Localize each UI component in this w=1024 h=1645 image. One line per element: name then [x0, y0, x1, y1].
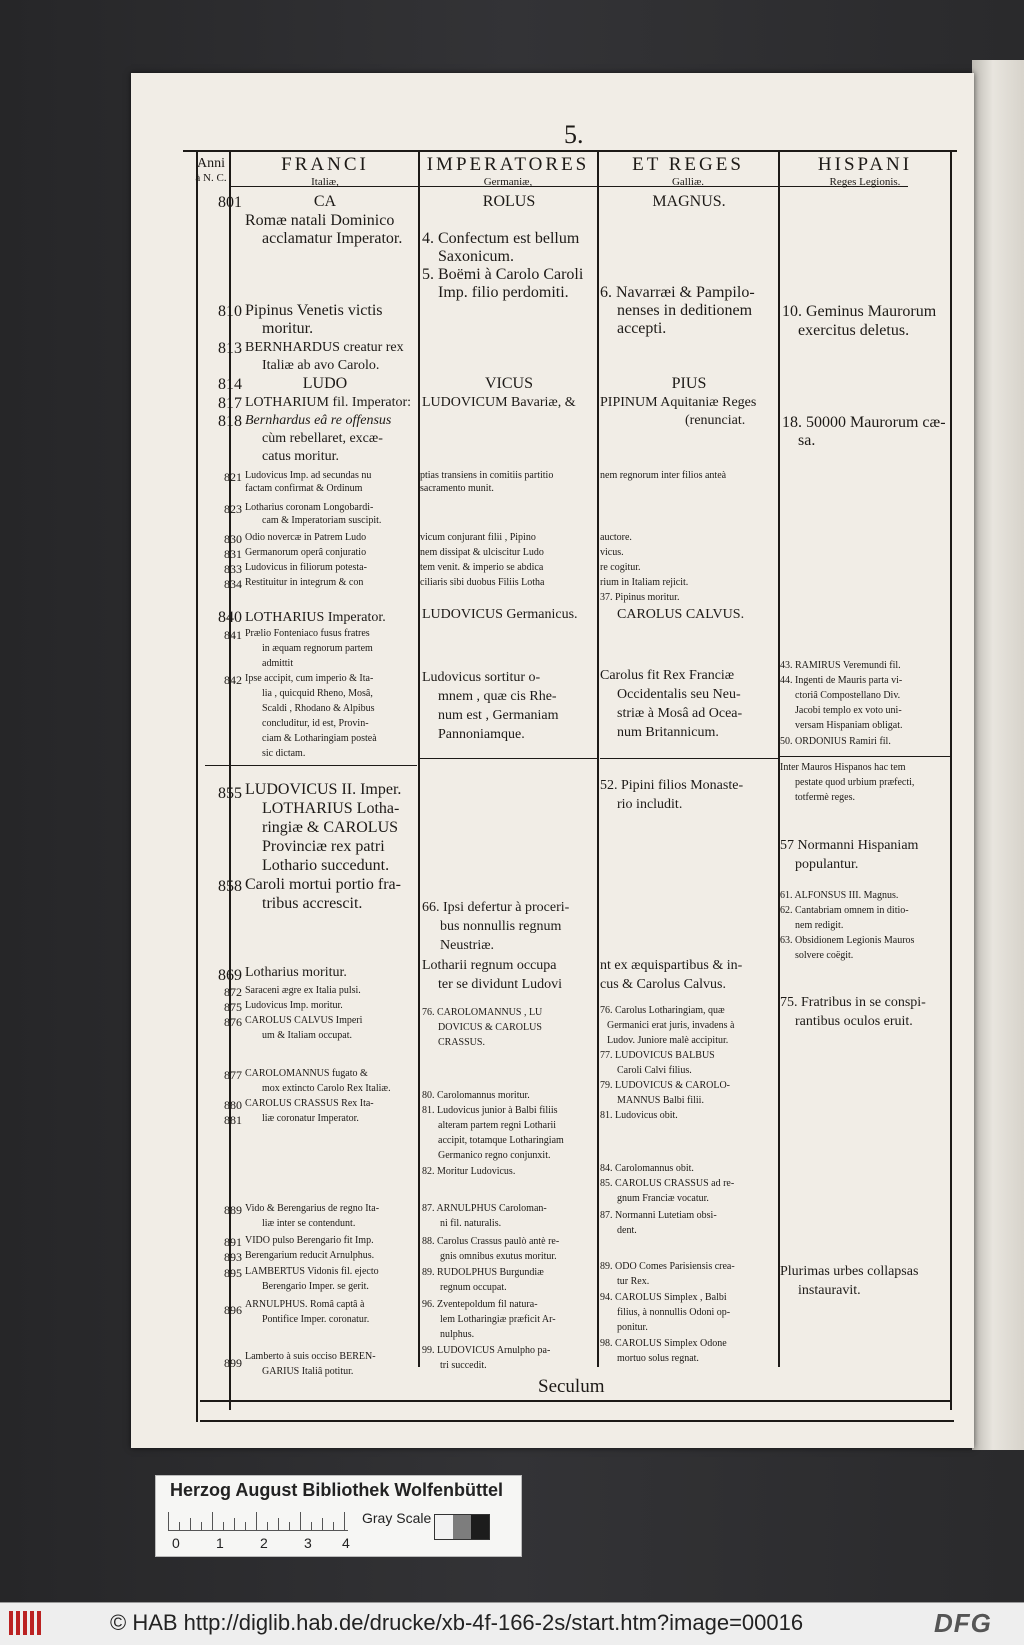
text-875: Ludovicus Imp. moritur. — [245, 1000, 343, 1011]
text-m76-3: CRASSUS. — [438, 1037, 485, 1048]
year-817: 817 — [218, 395, 242, 412]
text-855-2: LOTHARIUS Lotha- — [262, 800, 400, 817]
header-hispani — [780, 154, 950, 188]
gray-step — [471, 1515, 489, 1539]
text-h75-2: rantibus oculos eruit. — [795, 1014, 913, 1029]
text-855-3: ringiæ & CAROLUS — [262, 819, 399, 836]
column-rule-hispani — [950, 152, 952, 1410]
header-imperatores-title: IMPERATORES — [426, 154, 590, 175]
column-rule-imperatores — [597, 152, 599, 1367]
text-880-1: CAROLUS CRASSUS Rex Ita- — [245, 1098, 374, 1109]
ruler-label-1: 1 — [216, 1535, 224, 1551]
text-842-right-3: striæ à Mosâ ad Ocea- — [617, 706, 743, 721]
text-h18-1: 18. 50000 Maurorum cæ- — [782, 414, 946, 431]
text-877-1: CAROLOMANNUS fugato & — [245, 1068, 368, 1079]
text-834-mid: ciliaris sibi duobus Filiis Lotha — [420, 577, 545, 588]
text-872: Saraceni ægre ex Italia pulsi. — [245, 985, 361, 996]
text-c5-1: 5. Boëmi à Carolo Caroli — [422, 266, 584, 283]
table-bottom-rule — [200, 1400, 952, 1402]
year-869: 869 — [218, 967, 242, 984]
ruler-tick — [168, 1512, 169, 1530]
header-reges-title: ET REGES — [632, 154, 744, 175]
text-renunciat: (renunciat. — [685, 413, 746, 428]
text-833-mid: tem venit. & imperio se abdica — [420, 562, 544, 573]
text-pipinus-2: moritur. — [262, 320, 314, 337]
text-869-mid-1: Lotharii regnum occupa — [422, 958, 557, 973]
text-r52-2: rio includit. — [617, 797, 683, 812]
text-c4-2: Saxonicum. — [438, 248, 514, 265]
text-pipinum-aquitaniae: PIPINUM Aquitaniæ Reges — [600, 395, 757, 410]
header-hispani-sub: Reges Legionis. — [829, 176, 901, 188]
text-m88-2: gnis omnibus exutus moritur. — [440, 1251, 557, 1262]
text-896-2: Pontifice Imper. coronatur. — [262, 1314, 370, 1325]
text-h62-2: nem redigit. — [795, 920, 844, 931]
text-r76-3: Ludov. Juniore malè accipitur. — [607, 1035, 729, 1046]
text-h57-1: 57 Normanni Hispaniam — [780, 838, 919, 853]
year-880: 880 — [224, 1098, 242, 1112]
text-821-left-1: Ludovicus Imp. ad secundas nu — [245, 470, 372, 481]
text-821-mid-1: ptias transiens in comitiis partitio — [420, 470, 554, 481]
text-m99-1: 99. LUDOVICUS Arnulpho pa- — [422, 1345, 551, 1356]
dfg-logo: DFG — [934, 1608, 992, 1638]
text-h62-1: 62. Cantabriam omnem in ditio- — [780, 905, 909, 916]
text-ca: CA — [313, 193, 337, 210]
text-h44-1: 44. Ingenti de Mauris parta vi- — [780, 675, 903, 686]
header-hispani-title: HISPANI — [817, 154, 913, 175]
header-franci-sub: Italiæ, — [311, 176, 339, 188]
text-r52-1: 52. Pipini filios Monaste- — [600, 778, 744, 793]
ruler-tick — [256, 1512, 257, 1530]
text-842-mid-1: Ludovicus sortitur o- — [422, 670, 541, 685]
text-842-3: Scaldi , Rhodano & Alpibus — [262, 703, 375, 714]
text-880-2: liæ coronatur Imperator. — [262, 1113, 359, 1124]
text-ludovicum-bavariae: LUDOVICUM Bavariæ, & — [422, 395, 576, 410]
text-842-right-4: num Britannicum. — [617, 725, 719, 740]
text-869-right-1: nt ex æquispartibus & in- — [600, 958, 743, 973]
text-r87-1: 87. Normanni Lutetiam obsi- — [600, 1210, 717, 1221]
text-h10-1: 10. Geminus Maurorum — [782, 303, 937, 320]
text-hisp-inter-1: Inter Mauros Hispanos hac tem — [780, 762, 906, 773]
text-895-1: LAMBERTUS Vidonis fil. ejecto — [245, 1266, 379, 1277]
ruler-tick — [311, 1522, 312, 1530]
year-876: 876 — [224, 1015, 242, 1029]
year-830: 830 — [224, 532, 242, 546]
text-858-2: tribus accrescit. — [262, 895, 363, 912]
column-rule-left-outer — [196, 152, 198, 1422]
text-h63-1: 63. Obsidionem Legionis Mauros — [780, 935, 915, 946]
year-840: 840 — [218, 609, 242, 626]
text-h50: 50. ORDONIUS Ramiri fil. — [780, 736, 891, 747]
text-m87-2: ni fil. naturalis. — [440, 1218, 502, 1229]
text-876-2: um & Italiam occupat. — [262, 1030, 352, 1041]
text-r89-2: tur Rex. — [617, 1276, 650, 1287]
text-c6-1: 6. Navarræi & Pampilo- — [600, 284, 755, 301]
ruler-label-0: 0 — [172, 1535, 180, 1551]
text-842-4: concluditur, id est, Provin- — [262, 718, 369, 729]
text-r94-2: filius, à nonnullis Odoni op- — [617, 1307, 731, 1318]
text-830-right: auctore. — [600, 532, 632, 543]
year-810: 810 — [218, 303, 242, 320]
header-imperatores-sub: Germaniæ, — [483, 176, 533, 188]
header-reges — [598, 154, 778, 188]
gray-step — [453, 1515, 471, 1539]
text-842-2: lia , quicquid Rheno, Mosâ, — [262, 688, 373, 699]
text-bernhardus-1: BERNHARDUS creatur rex — [245, 340, 404, 355]
ruler-tick — [344, 1512, 345, 1530]
text-841-2: in æquam regnorum partem — [262, 643, 373, 654]
table-bottom-rule-2 — [200, 1420, 954, 1422]
text-carolus-calvus: CAROLUS CALVUS. — [617, 607, 745, 622]
text-876-1: CAROLUS CALVUS Imperi — [245, 1015, 363, 1026]
text-r84: 84. Carolomannus obit. — [600, 1163, 694, 1174]
section-rule-hisp — [780, 756, 950, 757]
header-imperatores — [418, 154, 598, 188]
text-858-1: Caroli mortui portio fra- — [245, 876, 401, 893]
footer-copyright-link[interactable]: © HAB http://diglib.hab.de/drucke/xb-4f-166-2s/start.htm?image=00016 — [110, 1610, 804, 1635]
text-899-2: GARIUS Italiâ potitur. — [262, 1366, 354, 1377]
text-m82: 82. Moritur Ludovicus. — [422, 1166, 516, 1177]
text-889-2: liæ inter se contendunt. — [262, 1218, 356, 1229]
text-m81-2: alteram partem regni Lotharii — [438, 1120, 557, 1131]
year-833: 833 — [224, 562, 242, 576]
text-842-right-1: Carolus fit Rex Franciæ — [600, 668, 735, 683]
year-831: 831 — [224, 547, 242, 561]
text-842-mid-2: mnem , quæ cis Rhe- — [438, 689, 557, 704]
text-830-left: Odio novercæ in Patrem Ludo — [245, 532, 367, 543]
text-h63-2: solvere coëgit. — [795, 950, 854, 961]
grayscale-swatch — [434, 1514, 490, 1540]
year-841: 841 — [224, 628, 242, 642]
section-rule-855-right — [600, 758, 778, 759]
ruler-label-3: 3 — [304, 1535, 312, 1551]
text-r77-1: 77. LUDOVICUS BALBUS — [600, 1050, 715, 1061]
text-m76-1: 76. CAROLOMANNUS , LU — [422, 1007, 543, 1018]
text-889-1: Vido & Berengarius de regno Ita- — [245, 1203, 380, 1214]
year-855: 855 — [218, 785, 242, 802]
text-837: 37. Pipinus moritur. — [600, 592, 680, 603]
text-r85-1: 85. CAROLUS CRASSUS ad re- — [600, 1178, 735, 1189]
text-r81: 81. Ludovicus obit. — [600, 1110, 678, 1121]
year-813: 813 — [218, 340, 242, 357]
text-m76-2: DOVICUS & CAROLUS — [438, 1022, 542, 1033]
year-895: 895 — [224, 1266, 242, 1280]
text-h44-4: versam Hispaniam obligat. — [795, 720, 903, 731]
section-rule-855-left — [205, 765, 417, 766]
ruler-tick — [212, 1512, 213, 1530]
text-h44-3: Jacobi templo ex voto uni- — [795, 705, 902, 716]
text-833-left: Ludovicus in filiorum potesta- — [245, 562, 367, 573]
gray-step — [435, 1515, 453, 1539]
header-franci — [232, 154, 418, 188]
text-r79-1: 79. LUDOVICUS & CAROLO- — [600, 1080, 730, 1091]
text-821-right: nem regnorum inter filios anteà — [600, 470, 727, 481]
text-hisp-inter-2: pestate quod urbium præfecti, — [795, 777, 915, 788]
text-magnus: MAGNUS. — [652, 193, 726, 210]
text-m99-2: tri succedit. — [440, 1360, 487, 1371]
ruler-tick — [278, 1518, 279, 1530]
text-h10-2: exercitus deletus. — [798, 322, 910, 339]
text-855-5: Lothario succedunt. — [262, 857, 390, 874]
library-title: Herzog August Bibliothek Wolfenbüttel — [170, 1480, 503, 1500]
section-rule-855-mid — [420, 758, 597, 759]
page-number: 5. — [564, 120, 584, 149]
text-hisp-plurimas-1: Plurimas urbes collapsas — [780, 1264, 919, 1279]
text-891: VIDO pulso Berengario fit Imp. — [245, 1235, 374, 1246]
text-m88-1: 88. Carolus Crassus paulò antè re- — [422, 1236, 560, 1247]
hab-logo-icon — [8, 1609, 42, 1637]
text-r85-2: gnum Franciæ vocatur. — [617, 1193, 709, 1204]
year-842: 842 — [224, 673, 242, 687]
year-834: 834 — [224, 577, 242, 591]
text-r87-2: dent. — [617, 1225, 637, 1236]
text-pipinus-1: Pipinus Venetis victis — [245, 302, 383, 319]
text-842-6: sic dictam. — [262, 748, 306, 759]
year-881: 881 — [224, 1113, 242, 1127]
text-m96-1: 96. Zventepoldum fil natura- — [422, 1299, 538, 1310]
text-roma-1: Romæ natali Dominico — [245, 212, 395, 229]
ruler-tick — [300, 1512, 301, 1530]
text-bernhardus-4: cùm rebellaret, excæ- — [262, 431, 383, 446]
text-823-2: cam & Imperatoriam suscipit. — [262, 515, 382, 526]
header-anni-label: Anni — [197, 156, 225, 171]
text-r98-1: 98. CAROLUS Simplex Odone — [600, 1338, 727, 1349]
scale-ruler — [168, 1508, 348, 1531]
text-pius: PIUS — [671, 375, 707, 392]
header-anni-sub: à N. C. — [195, 172, 227, 184]
text-899-1: Lamberto à suis occiso BEREN- — [245, 1351, 376, 1362]
text-c4-1: 4. Confectum est bellum — [422, 230, 580, 247]
ruler-tick — [245, 1522, 246, 1530]
ruler-tick — [201, 1522, 202, 1530]
text-c5-2: Imp. filio perdomiti. — [438, 284, 569, 301]
text-m96-2: lem Lotharingiæ præficit Ar- — [440, 1314, 556, 1325]
text-bernhardus-3: Bernhardus eâ re offensus — [245, 413, 392, 428]
text-c6-3: accepti. — [617, 320, 667, 337]
text-831-right: vicus. — [600, 547, 624, 558]
text-831-mid: nem dissipat & ulciscitur Ludo — [420, 547, 544, 558]
text-m96-3: nulphus. — [440, 1329, 475, 1340]
ruler-tick — [179, 1522, 180, 1530]
year-814: 814 — [218, 376, 242, 393]
text-hisp-plurimas-2: instauravit. — [798, 1283, 861, 1298]
year-893: 893 — [224, 1250, 242, 1264]
text-m81-3: accipit, totamque Lotharingiam — [438, 1135, 564, 1146]
text-855-4: Provinciæ rex patri — [262, 838, 385, 855]
text-r94-1: 94. CAROLUS Simplex , Balbi — [600, 1292, 727, 1303]
text-r94-3: ponitur. — [617, 1322, 648, 1333]
year-896: 896 — [224, 1303, 242, 1317]
text-roma-2: acclamatur Imperator. — [262, 230, 403, 247]
text-841-1: Prælio Fonteniaco fusus fratres — [245, 628, 370, 639]
ruler-tick — [267, 1522, 268, 1530]
text-m66-2: bus nonnullis regnum — [440, 919, 562, 934]
text-842-mid-3: num est , Germaniam — [438, 708, 559, 723]
text-842-5: ciam & Lotharingiam posteà — [262, 733, 377, 744]
text-830-mid: vicum conjurant filii , Pipino — [420, 532, 536, 543]
text-841-3: admittit — [262, 658, 294, 669]
text-831-left: Germanorum operâ conjuratio — [245, 547, 367, 558]
text-bernhardus-5: catus moritur. — [262, 449, 339, 464]
text-ludovicus-germanicus: LUDOVICUS Germanicus. — [422, 607, 578, 622]
text-842-right-2: Occidentalis seu Neu- — [617, 687, 741, 702]
text-869-left: Lotharius moritur. — [245, 965, 347, 980]
text-h57-2: populantur. — [795, 857, 859, 872]
text-m87-1: 87. ARNULPHUS Caroloman- — [422, 1203, 547, 1214]
year-872: 872 — [224, 985, 242, 999]
ruler-tick — [223, 1522, 224, 1530]
text-869-mid-2: ter se dividunt Ludovi — [438, 977, 563, 992]
text-r89-1: 89. ODO Comes Parisiensis crea- — [600, 1261, 735, 1272]
text-r79-2: MANNUS Balbi filii. — [617, 1095, 704, 1106]
year-821: 821 — [224, 470, 242, 484]
text-vicus: VICUS — [484, 375, 533, 392]
text-h75-1: 75. Fratribus in se conspi- — [780, 995, 926, 1010]
text-ludo: LUDO — [302, 375, 348, 392]
text-h18-2: sa. — [798, 432, 816, 449]
year-889: 889 — [224, 1203, 242, 1217]
text-m80: 80. Carolomannus moritur. — [422, 1090, 530, 1101]
header-franci-title: FRANCI — [281, 154, 369, 175]
text-m66-1: 66. Ipsi defertur à proceri- — [422, 900, 570, 915]
text-869-right-2: cus & Carolus Calvus. — [600, 977, 726, 992]
year-818: 818 — [218, 413, 242, 430]
text-m89-1: 89. RUDOLPHUS Burgundiæ — [422, 1267, 544, 1278]
text-m66-3: Neustriæ. — [440, 938, 495, 953]
text-r98-2: mortuo solus regnat. — [617, 1353, 699, 1364]
text-bernhardus-2: Italiæ ab avo Carolo. — [262, 358, 380, 373]
text-842-1: Ipse accipit, cum imperio & Ita- — [245, 673, 374, 684]
text-h43: 43. RAMIRUS Veremundi fil. — [780, 660, 901, 671]
text-lotharius-imperator: LOTHARIUS Imperator. — [245, 610, 386, 625]
text-m81-1: 81. Ludovicus junior à Balbi filiis — [422, 1105, 558, 1116]
ruler-label-2: 2 — [260, 1535, 268, 1551]
text-833-right: re cogitur. — [600, 562, 641, 573]
text-855-1: LUDOVICUS II. Imper. — [245, 781, 402, 798]
text-893: Berengarium reducit Arnulphus. — [245, 1250, 375, 1261]
year-801: 801 — [218, 194, 242, 211]
text-m81-4: Germanico regno conjunxit. — [438, 1150, 551, 1161]
year-858: 858 — [218, 878, 242, 895]
year-877: 877 — [224, 1068, 242, 1082]
text-896-1: ARNULPHUS. Româ captâ à — [245, 1299, 365, 1310]
text-rolus: ROLUS — [482, 193, 536, 210]
text-895-2: Berengario Imper. se gerit. — [262, 1281, 369, 1292]
column-rule-franci — [418, 152, 420, 1367]
year-823: 823 — [224, 502, 242, 516]
ruler-tick — [190, 1518, 191, 1530]
ruler-tick — [289, 1522, 290, 1530]
text-c6-2: nenses in deditionem — [617, 302, 753, 319]
column-rule-reges — [778, 152, 780, 1367]
ruler-tick — [234, 1518, 235, 1530]
table-top-rule — [183, 150, 957, 152]
text-823-1: Lotharius coronam Longobardi- — [245, 502, 374, 513]
text-834-left: Restituitur in integrum & con — [245, 577, 364, 588]
header-reges-sub: Galliæ. — [671, 176, 705, 188]
text-r76-2: Germanici erat juris, invadens à — [607, 1020, 735, 1031]
text-842-mid-4: Pannoniamque. — [438, 727, 525, 742]
text-834-right: rium in Italiam rejicit. — [600, 577, 689, 588]
catchword-seculum: Seculum — [538, 1376, 605, 1397]
year-899: 899 — [224, 1356, 242, 1370]
text-877-2: mox extincto Carolo Rex Italiæ. — [262, 1083, 391, 1094]
grayscale-label: Gray Scale — [362, 1510, 432, 1526]
text-h44-2: ctoriâ Compostellano Div. — [795, 690, 901, 701]
ruler-tick — [333, 1522, 334, 1530]
text-r76-1: 76. Carolus Lotharingiam, quæ — [600, 1005, 725, 1016]
text-hisp-inter-3: totfermè reges. — [795, 792, 855, 803]
text-821-mid-2: sacramento munit. — [420, 483, 494, 494]
year-891: 891 — [224, 1235, 242, 1249]
text-lotharium: LOTHARIUM fil. Imperator: — [245, 395, 412, 410]
ruler-tick — [322, 1518, 323, 1530]
header-anni — [190, 156, 232, 184]
year-875: 875 — [224, 1000, 242, 1014]
text-h61: 61. ALFONSUS III. Magnus. — [780, 890, 899, 901]
text-m89-2: regnum occupat. — [440, 1282, 507, 1293]
text-r77-2: Caroli Calvi filius. — [617, 1065, 692, 1076]
adjacent-page-edge — [972, 60, 1024, 1450]
text-821-left-2: factam confirmat & Ordinum — [245, 483, 363, 494]
ruler-label-4: 4 — [342, 1535, 350, 1551]
